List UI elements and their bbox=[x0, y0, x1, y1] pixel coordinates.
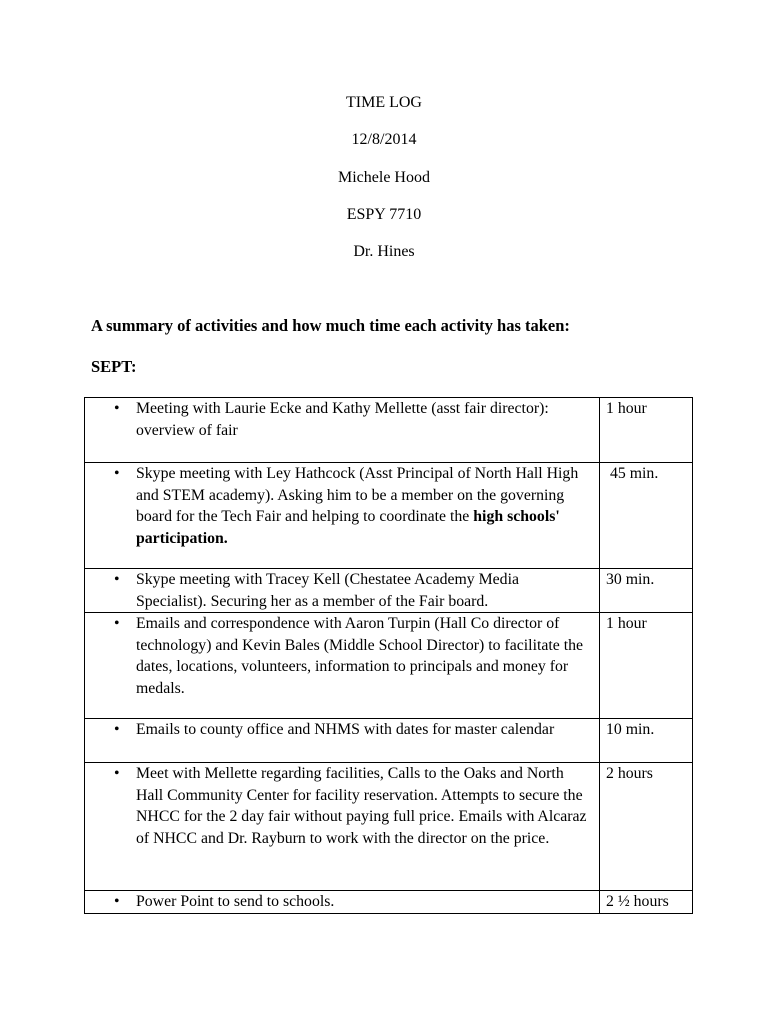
activity-cell bbox=[85, 463, 600, 569]
time-cell bbox=[600, 891, 693, 914]
activity-text: Skype meeting with Tracey Kell (Chestatee Academy Media Specialist). Securing her as a member of the Fair board. bbox=[136, 571, 519, 610]
table-row bbox=[85, 463, 693, 569]
bullet-icon: • bbox=[114, 400, 120, 417]
table-row bbox=[85, 891, 693, 914]
bullet-icon: • bbox=[114, 465, 120, 482]
activity-text: Meeting with Laurie Ecke and Kathy Mellette (asst fair director): overview of fair bbox=[136, 400, 549, 439]
activity-cell bbox=[85, 569, 600, 613]
time-value: 30 min. bbox=[606, 571, 655, 588]
time-cell bbox=[600, 613, 693, 719]
header-title: TIME LOG bbox=[346, 94, 422, 111]
activity-text: Emails and correspondence with Aaron Turpin (Hall Co director of technology) and Kevin Bales (Middle School Director) to facilitate the dates, locations, volunteers, information to principals and money for medals. bbox=[136, 615, 584, 697]
activity-cell bbox=[85, 763, 600, 891]
activity-text: Meet with Mellette regarding facilities, Calls to the Oaks and North Hall Community Center for facility reservation. Attempts to secure the NHCC for the 2 day fair without paying full price. Emails with Alcaraz of NHCC and Dr. Rayburn to work with the director on the price. bbox=[136, 765, 587, 847]
activity-cell bbox=[85, 398, 600, 463]
summary-heading: A summary of activities and how much time each activity has taken: bbox=[91, 316, 570, 335]
header-name: Michele Hood bbox=[338, 169, 430, 186]
header-instructor: Dr. Hines bbox=[353, 243, 415, 260]
table-row bbox=[85, 763, 693, 891]
bullet-icon: • bbox=[114, 615, 120, 632]
activity-text: Skype meeting with Ley Hathcock (Asst Principal of North Hall High and STEM academy). Asking him to be a member on the governing board for the Tech Fair and helping to coordinate the bbox=[136, 465, 579, 525]
table-row bbox=[85, 613, 693, 719]
time-cell bbox=[600, 719, 693, 763]
header-date: 12/8/2014 bbox=[351, 131, 417, 148]
month-heading: SEPT: bbox=[91, 357, 137, 376]
time-cell bbox=[600, 569, 693, 613]
activity-cell bbox=[85, 613, 600, 719]
activity-cell bbox=[85, 891, 600, 914]
time-value: 1 hour bbox=[606, 615, 647, 632]
bullet-icon: • bbox=[114, 571, 120, 588]
activity-text-bold: high schools' participation. bbox=[136, 508, 560, 547]
time-value: 10 min. bbox=[606, 721, 655, 738]
time-value: 45 min. bbox=[610, 465, 659, 482]
activity-text: Power Point to send to schools. bbox=[136, 893, 335, 910]
table-row bbox=[85, 719, 693, 763]
bullet-icon: • bbox=[114, 721, 120, 738]
bullet-icon: • bbox=[114, 893, 120, 910]
time-value: 2 hours bbox=[606, 765, 653, 782]
bullet-icon: • bbox=[114, 765, 120, 782]
time-value: 2 ½ hours bbox=[606, 893, 669, 910]
activity-text: Emails to county office and NHMS with dates for master calendar bbox=[136, 721, 555, 738]
table-row bbox=[85, 398, 693, 463]
activity-cell bbox=[85, 719, 600, 763]
time-log-table bbox=[84, 397, 693, 914]
time-cell bbox=[600, 763, 693, 891]
time-cell bbox=[600, 463, 693, 569]
table-row bbox=[85, 569, 693, 613]
header-course: ESPY 7710 bbox=[346, 206, 422, 223]
time-cell bbox=[600, 398, 693, 463]
time-value: 1 hour bbox=[606, 400, 647, 417]
